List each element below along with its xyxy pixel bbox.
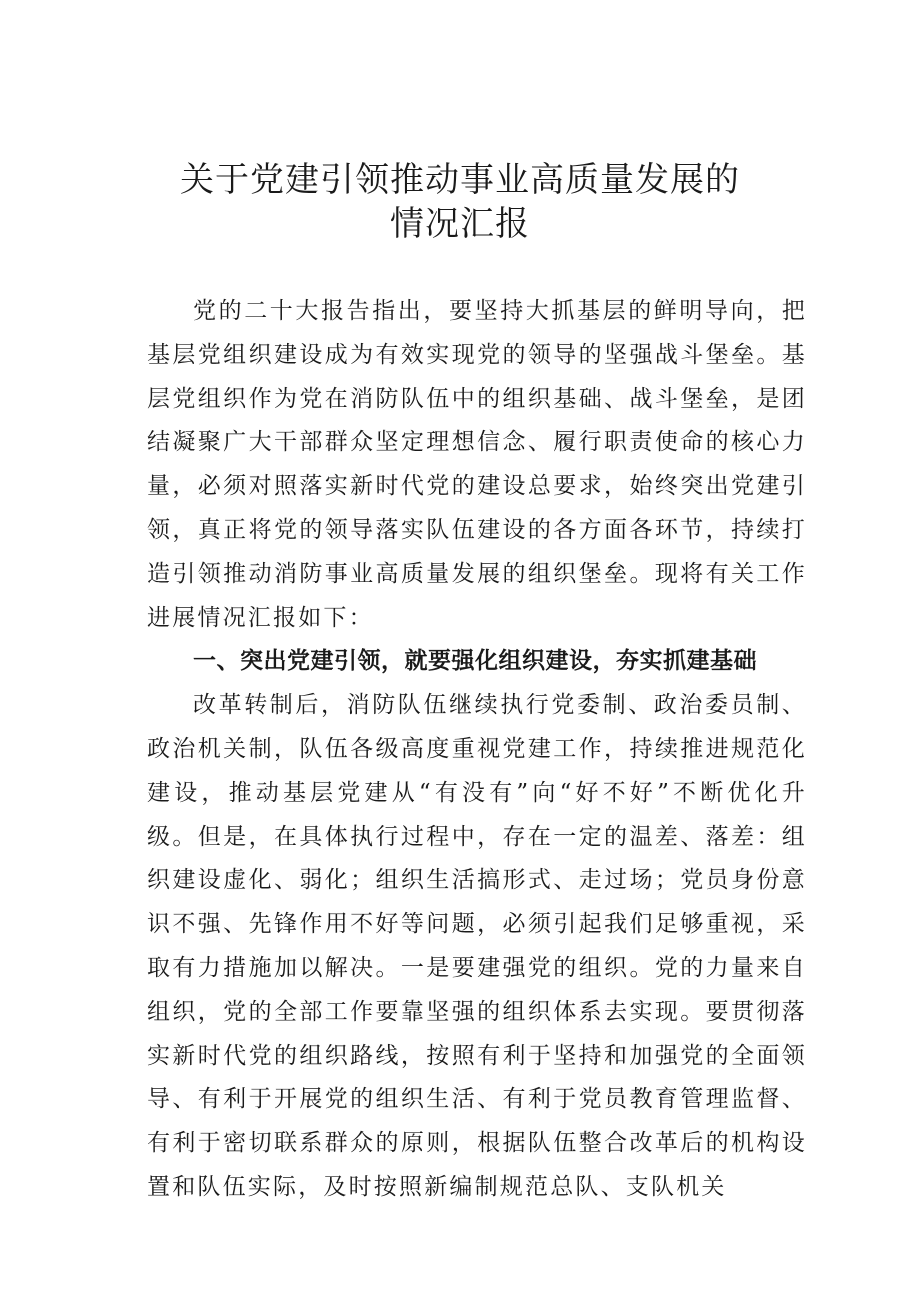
- section-heading-1: 一、突出党建引领，就要强化组织建设，夯实抓建基础: [193, 648, 757, 675]
- document-body: [147, 290, 807, 1210]
- document-title-line-2: 情况汇报: [390, 204, 530, 244]
- paragraph-section-1: 改革转制后，消防队伍继续执行党委制、政治委员制、政治机关制，队伍各级高度重视党建工作，持续推进规范化建设，推动基层党建从“有没有”向“好不好”不断优化升级。但是，在具体执行过程中，存在一定的温差、落差：组织建设虚化、弱化；组织生活搞形式、走过场；党员身份意识不强、先锋作用不好等问题，必须引起我们足够重视，采取有力措施加以解决。一是要建强党的组织。党的力量来自组织，党的全部工作要靠坚强的组织体系去实现。要贯彻落实新时代党的组织路线，按照有利于坚持和加强党的全面领导、有利于开展党的组织生活、有利于党员教育管理监督、有利于密切联系群众的原则，根据队伍整合改革后的机构设置和队伍实际，及时按照新编制规范总队、支队机关: [147, 692, 807, 1200]
- paragraph-intro: 党的二十大报告指出，要坚持大抓基层的鲜明导向，把基层党组织建设成为有效实现党的领导的坚强战斗堡垒。基层党组织作为党在消防队伍中的组织基础、战斗堡垒，是团结凝聚广大干部群众坚定理想信念、履行职责使命的核心力量，必须对照落实新时代党的建设总要求，始终突出党建引领，真正将党的领导落实队伍建设的各方面各环节，持续打造引领推动消防事业高质量发展的组织堡垒。现将有关工作进展情况汇报如下：: [147, 298, 807, 631]
- document-title-line-1: 关于党建引领推动事业高质量发展的: [180, 160, 740, 200]
